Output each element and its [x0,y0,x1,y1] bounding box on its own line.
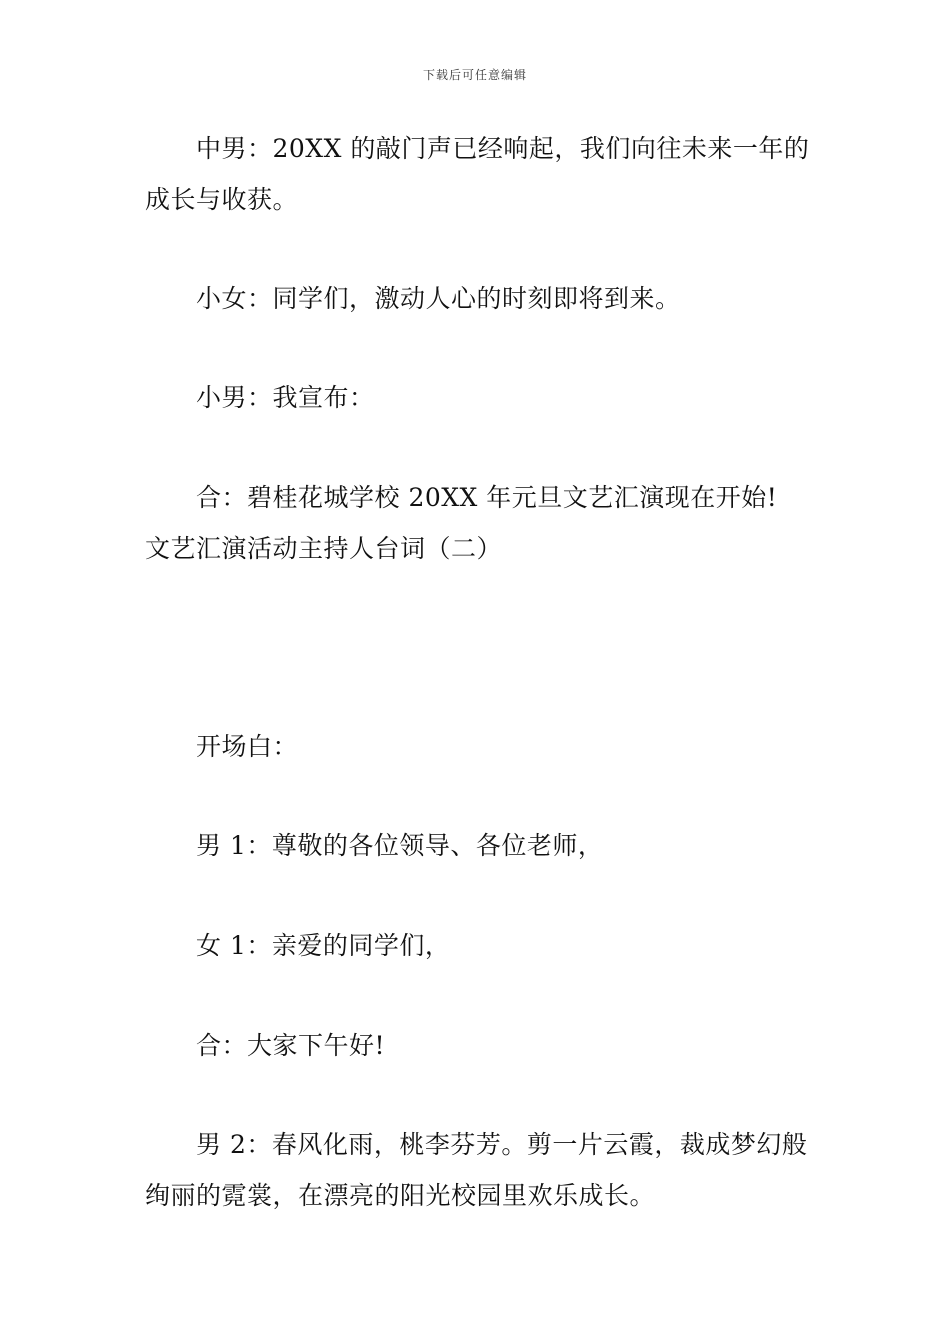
dialogue-line: 合：大家下午好! [196,1031,386,1060]
dialogue-line: 男 1：尊敬的各位领导、各位老师， [196,831,604,860]
dialogue-line-continuation: 成长与收获。 [145,185,299,214]
page-header: 下载后可任意编辑 [422,68,527,82]
section-title: 文艺汇演活动主持人台词（二） [145,534,503,563]
section-label: 开场白： [196,732,299,761]
dialogue-line: 合：碧桂花城学校 20XX 年元旦文艺汇演现在开始! [196,483,778,512]
dialogue-line: 小女：同学们，激动人心的时刻即将到来。 [196,284,681,313]
dialogue-line: 小男：我宣布： [196,383,375,412]
dialogue-line: 中男：20XX 的敲门声已经响起，我们向往未来一年的 [196,134,810,163]
dialogue-line: 女 1：亲爱的同学们， [196,931,451,960]
dialogue-line-continuation: 绚丽的霓裳，在漂亮的阳光校园里欢乐成长。 [145,1181,656,1210]
dialogue-line: 男 2：春风化雨，桃李芬芳。剪一片云霞，裁成梦幻般 [196,1130,808,1159]
